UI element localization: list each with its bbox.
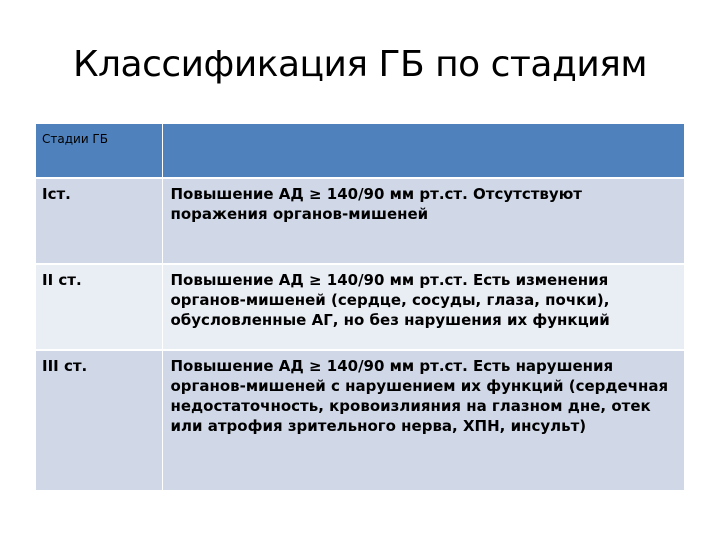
table-row-stage-3 <box>36 350 684 490</box>
description-cell: Повышение АД ≥ 140/90 мм рт.ст. Есть изменения органов-мишеней (сердце, сосуды, глаза, почки), обусловленные АГ, но без нарушения их функций <box>162 264 684 350</box>
stage-cell: II ст. <box>36 264 162 350</box>
stages-table <box>36 124 685 490</box>
stage-cell: III ст. <box>36 350 162 490</box>
header-stage: Стадии ГБ <box>36 124 162 178</box>
table-row-stage-2 <box>36 264 684 350</box>
stage-cell: Iст. <box>36 178 162 264</box>
table-row-stage-1 <box>36 178 684 264</box>
header-description <box>162 124 684 178</box>
description-cell: Повышение АД ≥ 140/90 мм рт.ст. Есть нарушения органов-мишеней с нарушением их функций (сердечная недостаточность, кровоизлияния на глазном дне, отек или атрофия зрительного нерва, ХПН, инсульт) <box>162 350 684 490</box>
table-header-row <box>36 124 684 178</box>
slide-title: Классификация ГБ по стадиям <box>72 44 648 85</box>
description-cell: Повышение АД ≥ 140/90 мм рт.ст. Отсутствуют поражения органов-мишеней <box>162 178 684 264</box>
